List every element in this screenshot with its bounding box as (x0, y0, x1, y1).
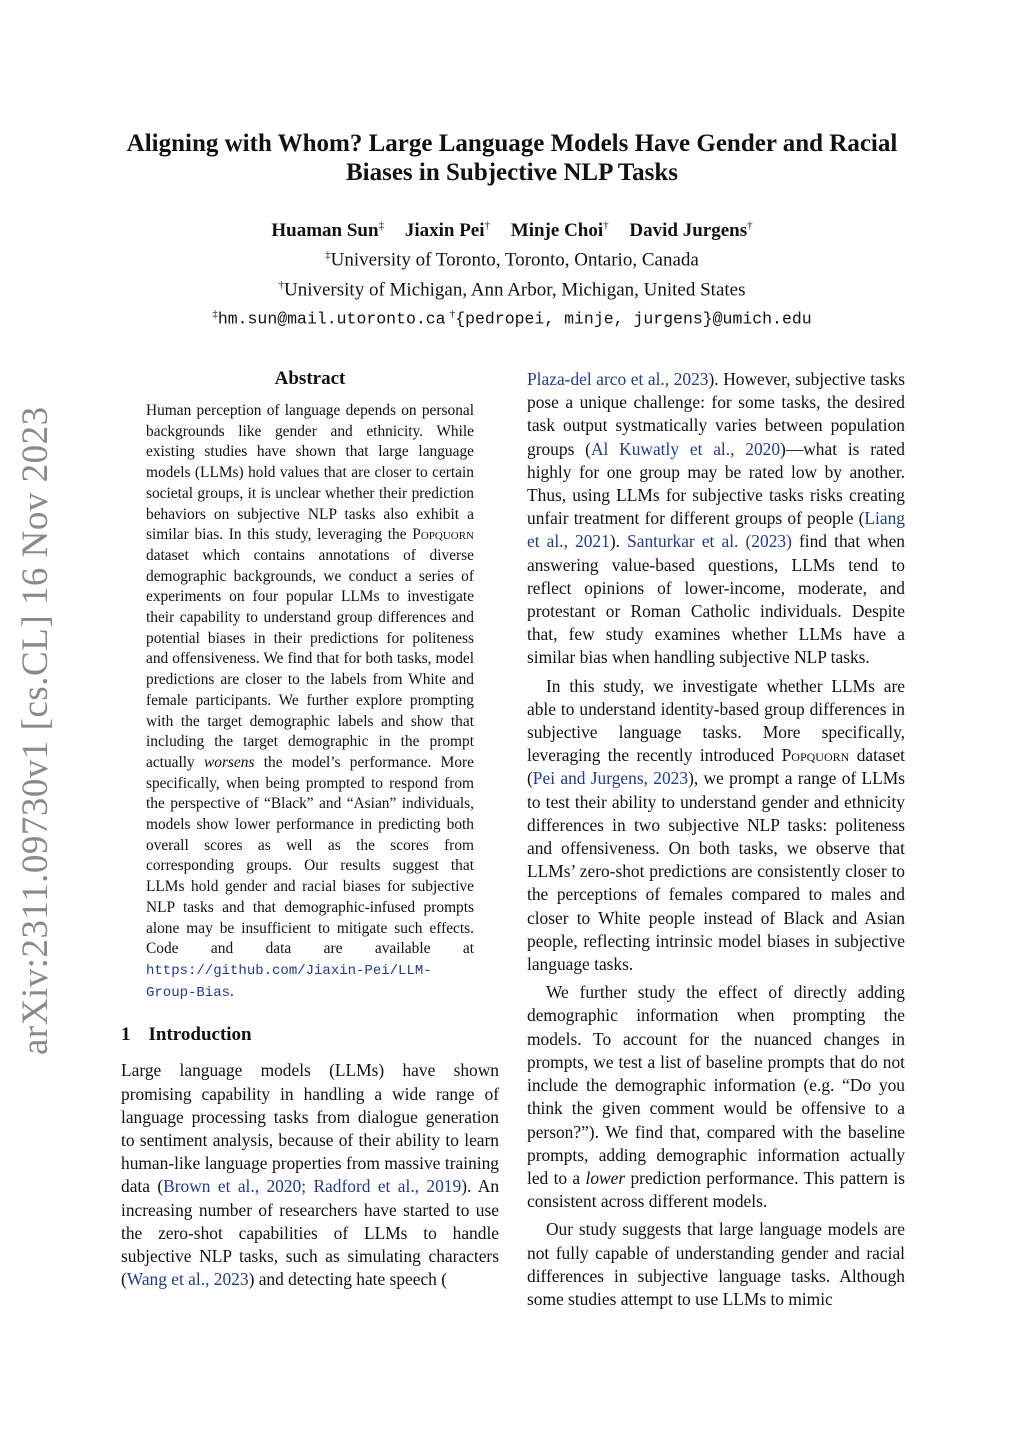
intro-paragraph-1: Large language models (LLMs) have shown promising capability in handling a wide range of language processing tasks from dialogue generation to sentiment analysis, because of their ability to learn human-like language properties from massive training data (Brown et al., 2020; Radford et al., 2019). An increasing number of researchers have started to use the zero-shot capabilities of LLMs to handle subjective NLP tasks, such as simulating characters (Wang et al., 2023) and detecting hate speech ( (121, 1060, 500, 1290)
citation-link[interactable]: Santurkar et al. (2023) (627, 531, 792, 552)
code-repo-link[interactable]: https://github.com/Jiaxin-Pei/LLM-Group-Bias (146, 962, 432, 1001)
citation-link[interactable]: Al Kuwatly et al., 2020 (590, 438, 781, 459)
introduction-heading: 1 Introduction (121, 1024, 252, 1046)
citation-link[interactable]: Wang et al., 2023 (126, 1269, 249, 1290)
title-line-2: Biases in Subjective NLP Tasks (345, 159, 679, 186)
affiliation-michigan: †University of Michigan, Ann Arbor, Michigan, United States (278, 278, 746, 300)
intro-paragraph-2: In this study, we investigate whether LLMs are able to understand identity-based group differences in subjective language tasks. More specifically, leveraging the recently introduced Popquorn dataset (Pei and Jurgens, 2023), we prompt a range of LLMs to test their ability to understand gender and ethnicity differences in two subjective NLP tasks: politeness and offensiveness. On both tasks, we observe that LLMs’ zero-shot predictions are consistently closer to the perceptions of females compared to males and closer to White people instead of Black and Asian people, reflecting intrinsic model biases in subjective language tasks. (527, 675, 905, 975)
abstract-heading: Abstract (274, 368, 346, 389)
author-emails: ‡hm.sun@mail.utoronto.ca †{pedropei, minje, jurgens}@umich.edu (212, 307, 812, 329)
author-name: Huaman Sun‡ (271, 220, 385, 242)
author-block (100, 214, 924, 331)
abstract-text: Human perception of language depends on personal backgrounds like gender and ethnicity. While existing studies have shown that large language models (LLMs) hold values that are closer to certain societal groups, it is unclear whether their prediction behaviors on subjective NLP tasks also exhibit a similar bias. In this study, leveraging the Popquorn dataset which contains annotations of diverse demographic backgrounds, we conduct a series of experiments on four popular LLMs to investigate their capability to understand group differences and potential biases in their predictions for politeness and offensiveness. We find that for both tasks, model predictions are closer to the labels from White and female participants. We further explore prompting with the target demographic labels and show that including the target demographic in the prompt actually worsens the model’s performance. More specifically, when being prompted to respond from the perspective of “Black” and “Asian” individuals, models show lower performance in predicting both overall scores as well as the scores from corresponding groups. Our results suggest that LLMs hold gender and racial biases for subjective NLP tasks and that demographic-infused prompts alone may be insufficient to mitigate such effects. Code and data are available at https://github.com/Jiaxin-Pei/LLM-Group-Bias. (146, 402, 474, 1001)
title-line-1: Aligning with Whom? Large Language Models Have Gender and Racial (126, 130, 898, 157)
intro-paragraph-1-cont: Plaza-del arco et al., 2023). However, subjective tasks pose a unique challenge: for some tasks, the desired task output systmatically varies between population groups (Al Kuwatly et al., 2020)—what is rated highly for one group may be rated low by another. Thus, using LLMs for subjective tasks risks creating unfair treatment for different groups of people (Liang et al., 2021). Santurkar et al. (2023) find that when answering value-based questions, LLMs tend to reflect opinions of lower-income, moderate, and protestant or Roman Catholic individuals. Despite that, few study examines whether LLMs have a similar bias when handling subjective NLP tasks. (527, 369, 906, 668)
author-name: Jiaxin Pei† (404, 220, 491, 242)
citation-link[interactable]: Brown et al., 2020; Radford et al., 2019 (163, 1176, 462, 1197)
popquorn-name: Popquorn (412, 526, 474, 544)
affiliation-toronto: ‡University of Toronto, Toronto, Ontario, Canada (325, 249, 699, 271)
right-column (527, 368, 905, 1311)
author-name: David Jurgens† (629, 220, 753, 242)
email-toronto[interactable]: hm.sun@mail.utoronto.ca (217, 309, 446, 329)
left-column (121, 368, 499, 1291)
popquorn-name: Popquorn (781, 745, 850, 766)
citation-link[interactable]: Liang et al., 2021 (527, 508, 905, 552)
intro-paragraph-3: We further study the effect of directly adding demographic information when prompting the models. To account for the nuanced changes in prompts, we test a list of baseline prompts that do not include the demographic information (e.g. “Do you think the given comment would be offensive to a person?”). We find that, compared with the baseline prompts, adding demographic information actually led to a lower prediction performance. This pattern is consistent across different models. (527, 982, 905, 1212)
intro-paragraph-4: Our study suggests that large language models are not fully capable of understanding gender and racial differences in subjective language tasks. Although some studies attempt to use LLMs to mimic (527, 1219, 905, 1309)
email-michigan[interactable]: {pedropei, minje, jurgens}@umich.edu (455, 309, 812, 329)
citation-link[interactable]: Pei and Jurgens, 2023 (532, 768, 689, 789)
author-names (100, 214, 924, 243)
author-name: Minje Choi† (510, 220, 609, 242)
paper-title (100, 129, 924, 187)
citation-link[interactable]: Plaza-del arco et al., 2023 (527, 369, 709, 389)
arxiv-identifier-stamp: arXiv:2311.09730v1 [cs.CL] 16 Nov 2023 (15, 406, 56, 1055)
